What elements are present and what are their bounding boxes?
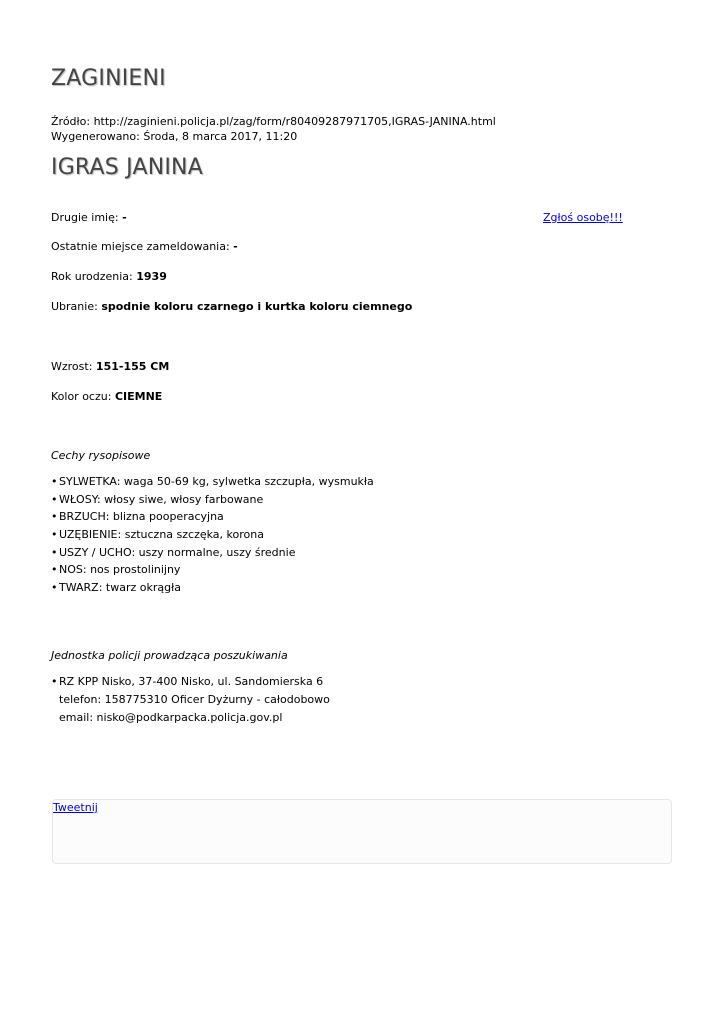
- police-phone-line: telefon: 158775310 Oficer Dyżurny - całodobowo: [59, 693, 330, 706]
- generated-line: Wygenerowano: Środa, 8 marca 2017, 11:20: [51, 130, 298, 143]
- source-line: Źródło: http://zaginieni.policja.pl/zag/form/r80409287971705,IGRAS-JANINA.html: [51, 115, 496, 128]
- page-title: ZAGINIENI: [51, 66, 166, 91]
- bullet-icon: •: [51, 545, 58, 559]
- report-person-link[interactable]: Zgłoś osobę!!!: [543, 211, 623, 224]
- birth-year-value: 1939: [136, 270, 167, 283]
- height-row: [51, 360, 169, 373]
- height-value: 151-155 CM: [95, 360, 170, 373]
- list-item: • USZY / UCHO: uszy normalne, uszy średnie: [51, 544, 374, 562]
- height-label: Wzrost:: [51, 360, 93, 373]
- bullet-icon: •: [51, 675, 58, 688]
- police-address-line: RZ KPP Nisko, 37-400 Nisko, ul. Sandomierska 6: [59, 675, 324, 688]
- features-list: [51, 473, 374, 597]
- second-name-value: -: [122, 211, 127, 224]
- second-name-label: Drugie imię:: [51, 211, 119, 224]
- bullet-icon: •: [51, 475, 58, 488]
- features-heading: Cechy rysopisowe: [51, 449, 151, 462]
- bullet-icon: •: [51, 581, 58, 595]
- bullet-icon: •: [51, 563, 58, 577]
- list-item: • SYLWETKA: waga 50-69 kg, sylwetka szczupła, wysmukła: [51, 473, 374, 491]
- bullet-icon: •: [51, 492, 58, 506]
- clothes-value: spodnie koloru czarnego i kurtka koloru ciemnego: [101, 300, 413, 313]
- list-item: • NOS: nos prostolinijny: [51, 561, 374, 579]
- birth-year-label: Rok urodzenia:: [51, 270, 133, 283]
- list-item: • TWARZ: twarz okrągła: [51, 579, 374, 597]
- police-email-line: email: nisko@podkarpacka.policja.gov.pl: [59, 711, 283, 724]
- second-name-row: [51, 211, 127, 224]
- eye-color-value: CIEMNE: [114, 390, 163, 403]
- clothes-row: [51, 300, 412, 313]
- tweet-widget: [52, 799, 672, 864]
- residence-row: [51, 240, 238, 253]
- eye-color-row: [51, 390, 162, 403]
- tweet-link[interactable]: Tweetnij: [53, 801, 98, 814]
- bullet-icon: •: [51, 510, 58, 524]
- eye-color-label: Kolor oczu:: [51, 390, 112, 403]
- police-unit-address: [51, 673, 330, 727]
- residence-label: Ostatnie miejsce zameldowania:: [51, 240, 230, 253]
- police-unit-heading: Jednostka policji prowadząca poszukiwania: [51, 649, 288, 662]
- person-name: IGRAS JANINA: [51, 155, 203, 180]
- list-item: • UZĘBIENIE: sztuczna szczęka, korona: [51, 526, 374, 544]
- list-item: • BRZUCH: blizna pooperacyjna: [51, 508, 374, 526]
- clothes-label: Ubranie:: [51, 300, 98, 313]
- bullet-icon: •: [51, 528, 58, 542]
- birth-year-row: [51, 270, 167, 283]
- residence-value: -: [233, 240, 238, 253]
- list-item: • WŁOSY: włosy siwe, włosy farbowane: [51, 491, 374, 509]
